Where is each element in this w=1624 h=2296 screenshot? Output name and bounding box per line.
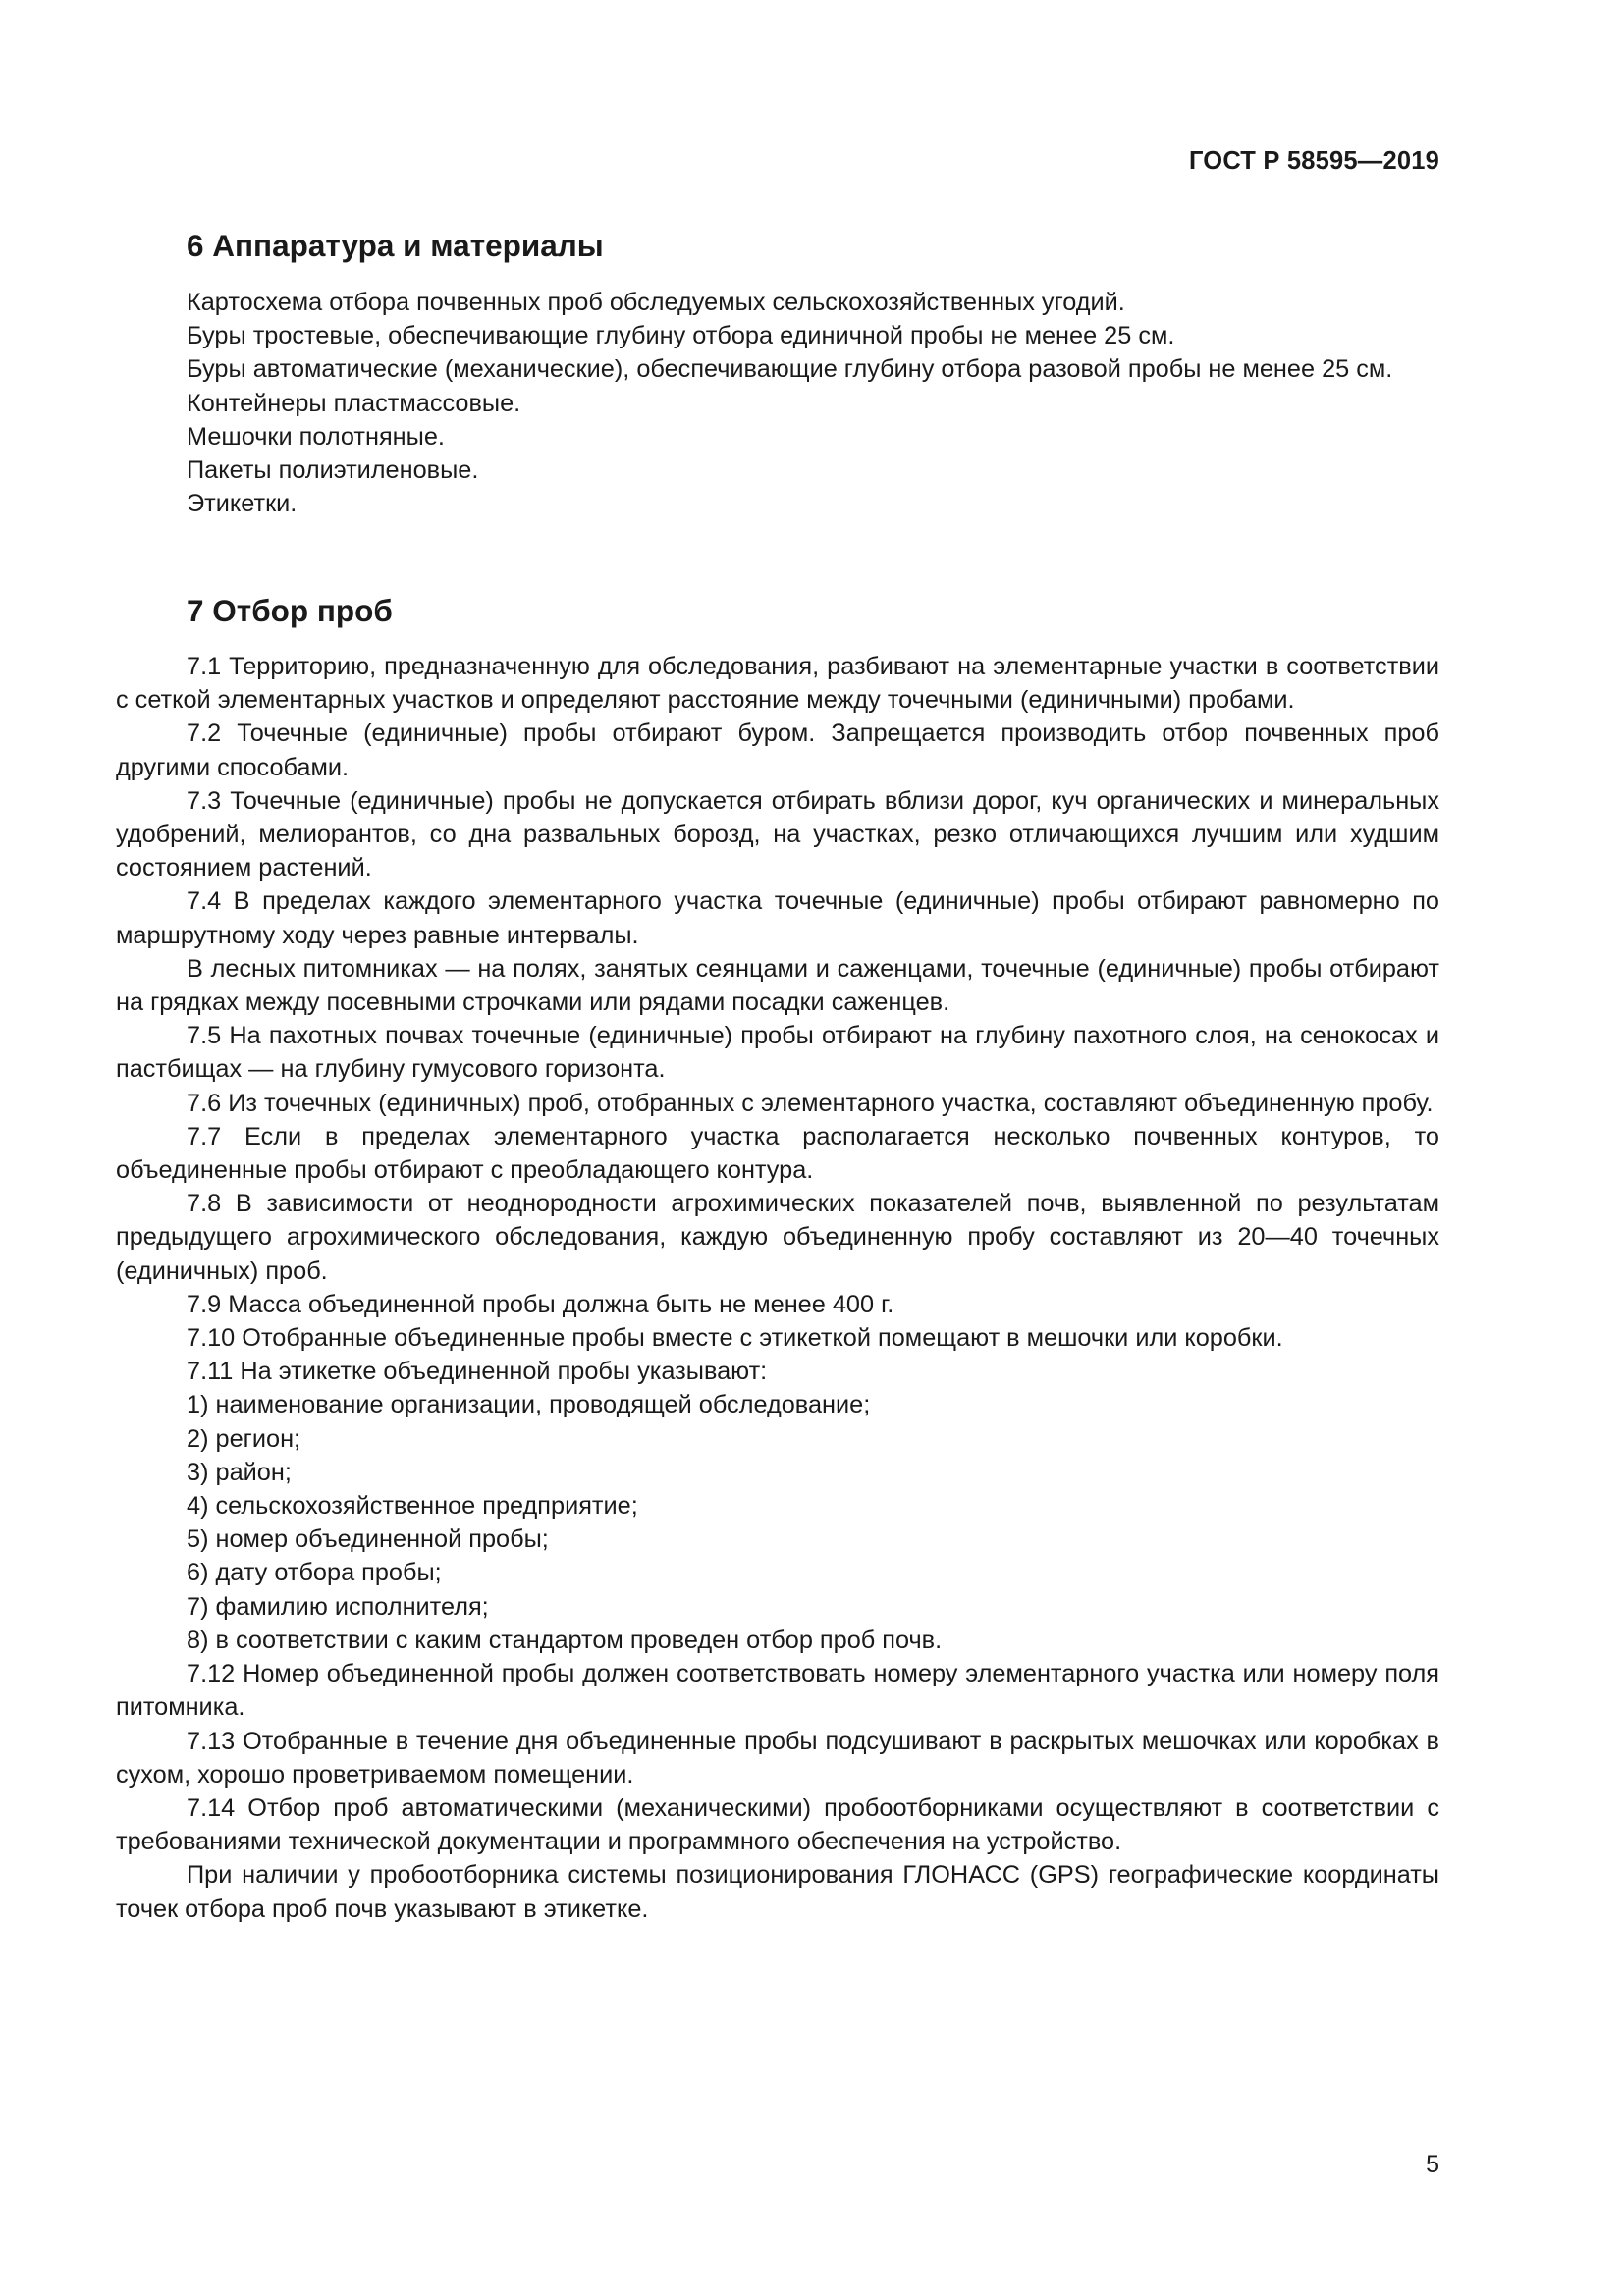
list-item: 5) номер объединенной пробы; (187, 1525, 549, 1554)
paragraph: Этикетки. (187, 490, 298, 518)
standard-designation: ГОСТ Р 58595—2019 (1188, 147, 1439, 175)
paragraph-7-3: 7.3 Точечные (единичные) пробы не допускается отбирать вблизи дорог, куч органических и минеральных удобрений, мелиорантов, со дна развальных борозд, на участках, резко отличающихся лучшим или худшим состоянием растений. (116, 786, 1439, 882)
paragraph-7-2: 7.2 Точечные (единичные) пробы отбирают буром. Запрещается производить отбор почвенных проб другими способами. (116, 720, 1439, 781)
paragraph: Буры тростевые, обеспечивающие глубину отбора единичной пробы не менее 25 см. (187, 322, 1175, 350)
list-item: 8) в соответствии с каким стандартом проведен отбор проб почв. (187, 1626, 943, 1654)
paragraph: Мешочки полотняные. (187, 422, 445, 451)
paragraph-7-8: 7.8 В зависимости от неоднородности агрохимических показателей почв, выявленной по результатам предыдущего агрохимического обследования, каждую объединенную пробу составляют из 20—40 точечных (единичных) проб. (116, 1190, 1439, 1285)
paragraph-7-1: 7.1 Территорию, предназначенную для обследования, разбивают на элементарные участки в соответствии с сеткой элементарных участков и определяют расстояние между точечными (единичными) пробами. (116, 653, 1439, 715)
section-6-heading: 6 Аппаратура и материалы (187, 228, 604, 263)
list-item: 7) фамилию исполнителя; (187, 1592, 489, 1621)
paragraph-7-7: 7.7 Если в пределах элементарного участка располагается несколько почвенных контуров, то объединенные пробы отбирают с преобладающего контура. (116, 1122, 1439, 1185)
paragraph-7-11: 7.11 На этикетке объединенной пробы указывают: (187, 1358, 768, 1386)
list-item: 4) сельскохозяйственное предприятие; (187, 1492, 638, 1521)
paragraph-7-13: 7.13 Отобранные в течение дня объединенные пробы подсушивают в раскрытых мешочках или коробках в сухом, хорошо проветриваемом помещении. (116, 1727, 1439, 1789)
section-7-body (116, 650, 1439, 1926)
paragraph-7-10: 7.10 Отобранные объединенные пробы вместе с этикеткой помещают в мешочки или коробки. (187, 1324, 1283, 1353)
paragraph-7-4: 7.4 В пределах каждого элементарного участка точечные (единичные) пробы отбирают равномерно по маршрутному ходу через равные интервалы. (116, 887, 1439, 949)
paragraph-nurseries: В лесных питомниках — на полях, занятых сеянцами и саженцами, точечные (единичные) пробы отбирают на грядках между посевными строчками или рядами посадки саженцев. (116, 954, 1439, 1017)
page-number: 5 (1426, 2151, 1439, 2178)
section-6-body (116, 286, 1439, 520)
list-item: 6) дату отбора пробы; (187, 1559, 442, 1587)
paragraph: Пакеты полиэтиленовые. (187, 456, 479, 485)
paragraph: Картосхема отбора почвенных проб обследуемых сельскохозяйственных угодий. (187, 289, 1125, 316)
paragraph-7-6: 7.6 Из точечных (единичных) проб, отобранных с элементарного участка, составляют объединенную пробу. (187, 1089, 1434, 1117)
paragraph-7-12: 7.12 Номер объединенной пробы должен соответствовать номеру элементарного участка или номеру поля питомника. (116, 1660, 1439, 1722)
paragraph: Буры автоматические (механические), обеспечивающие глубину отбора разовой пробы не менее 25 см. (187, 355, 1393, 384)
list-item: 3) район; (187, 1458, 292, 1486)
list-item: 1) наименование организации, проводящей обследование; (187, 1391, 871, 1419)
paragraph-7-14: 7.14 Отбор проб автоматическими (механическими) пробоотборниками осуществляют в соответствии с требованиями технической документации и программного обеспечения на устройство. (116, 1793, 1439, 1856)
document-page (116, 0, 1439, 2296)
paragraph-7-9: 7.9 Масса объединенной пробы должна быть не менее 400 г. (187, 1290, 894, 1318)
paragraph-7-5: 7.5 На пахотных почвах точечные (единичные) пробы отбирают на глубину пахотного слоя, на сенокосах и пастбищах — на глубину гумусового горизонта. (116, 1022, 1439, 1084)
list-item: 2) регион; (187, 1424, 301, 1453)
paragraph-glonass: При наличии у пробоотборника системы позиционирования ГЛОНАСС (GPS) географические координаты точек отбора проб почв указывают в этикетке. (116, 1861, 1439, 1923)
paragraph: Контейнеры пластмассовые. (187, 389, 521, 417)
section-7-heading: 7 Отбор проб (187, 593, 393, 628)
